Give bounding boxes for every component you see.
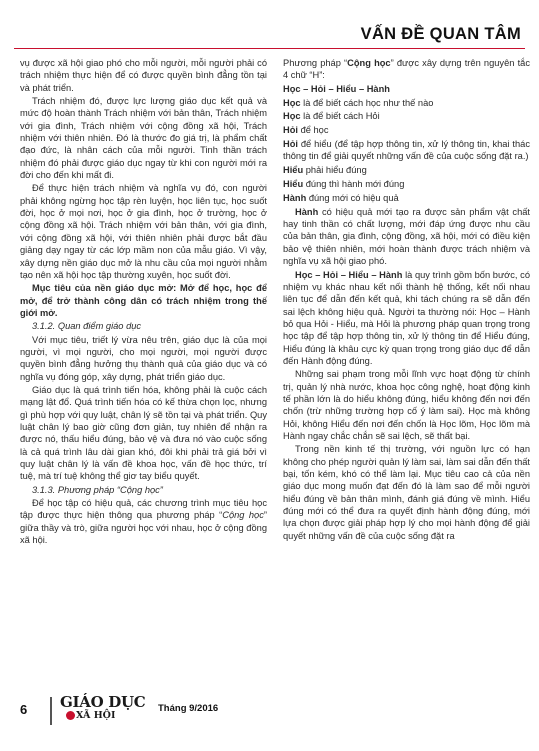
- principle-item: [283, 192, 530, 204]
- principle-item: [283, 138, 530, 163]
- right-column: [283, 57, 530, 543]
- footer-divider: [50, 697, 52, 725]
- left-column: [20, 57, 267, 547]
- paragraph: Những sai phạm trong mỗi lĩnh vực hoạt động từ chính trị, quản lý nhà nước, khoa học công nghệ, hoạt động kinh tế phần lớn là do hiểu không đúng, hiểu không đến nơi đến chốn (trừ những trường hợp cố ý làm sai). Học mà không Hỏi, không Hiểu đến nơi đến chốn là Học lõm, Học lõm mà Hành ngay chắc chắn sẽ sai lệch, sẽ thất bại.: [283, 369, 530, 441]
- keyword: Cộng học: [347, 58, 391, 68]
- paragraph: Với mục tiêu, triết lý vừa nêu trên, giáo dục là của mọi người, vì mọi người, cho mọi người, mọi người được quyền bình đẳng hưởng thụ thành quả của giáo dục và có nghĩa vụ đóng góp, xây dựng, phát triển giáo dục.: [20, 334, 267, 382]
- text-run: Phương pháp “: [283, 58, 348, 68]
- keyword: Hành: [295, 206, 319, 217]
- text-run: là để biết cách Hỏi: [300, 111, 380, 122]
- subsection-heading: 3.1.2. Quan điểm giáo dục: [32, 321, 142, 332]
- text-run: ” được xây dựng trên nguyên tắc 4 chữ “H”:: [283, 58, 530, 81]
- principle-item: [283, 164, 530, 176]
- subsection-heading: 3.1.3. Phương pháp “Cộng học”: [32, 484, 163, 495]
- text-run: để học: [297, 125, 329, 136]
- paragraph: Giáo dục là quá trình tiến hóa, không phải là cuộc cách mạng lật đổ. Quá trình tiến hóa có kế thừa chọn lọc, nhưng gì phù hợp với quy luật, chân lý sẽ tồn tại và phát triển. Quy luật chân lý bao giờ cũng đơn giản, tuy nhiên để nhận ra được nó, thấu hiểu đúng, bảo vệ và đưa nó vào cuộc sống là cả quá trình lâu dài gian khó, đôi khi phải trả giá bởi vì quy luật chân lý là vấn đề khoa học, vấn đề học thức, trí tuệ, mà trí tuệ không thể giơ tay biểu quyết.: [20, 384, 267, 482]
- principle-item: [283, 178, 530, 190]
- keyword: Học – Hỏi – Hiểu – Hành: [295, 269, 403, 280]
- magazine-logo: [60, 693, 150, 729]
- issue-date: Tháng 9/2016: [158, 703, 219, 714]
- logo-mark-icon: [66, 711, 75, 720]
- paragraph: Trách nhiệm đó, được lực lượng giáo dục kết quả và mức độ hoàn thành Trách nhiệm với bản thân, Trách nhiệm với gia đình, Trách nhiệm với cộng đồng xã hội, Trách nhiệm với thiên nhiên. Đó là thước đo giá trị, là phẩm chất đạo đức, là nhân cách của mỗi người. Tinh thần trách nhiệm đó phải được giáo dục ngay từ khi con người mới ra đời cho đến khi mất đi.: [20, 96, 267, 181]
- paragraph: vụ được xã hội giao phó cho mỗi người, mỗi người phải có trách nhiệm thực hiện để có được quyền bình đẳng tồn tại và phát triển.: [20, 58, 267, 93]
- principle-item: [283, 110, 530, 122]
- keyword: Hỏi: [283, 125, 298, 136]
- keyword: Hiểu: [283, 179, 304, 190]
- paragraph: [283, 57, 530, 82]
- goal-statement: Mục tiêu của nền giáo dục mở: Mở để học, học để mở, để trở thành công dân có trách nhiệm trong thế giới mở.: [20, 283, 267, 318]
- keyword: Hỏi: [283, 139, 298, 150]
- paragraph: [20, 497, 267, 546]
- page-number: 6: [20, 702, 28, 717]
- principle-item: [283, 124, 530, 136]
- paragraph: [283, 269, 530, 368]
- section-title: VẤN ĐỀ QUAN TÂM: [360, 25, 521, 43]
- principle-item: [283, 97, 530, 109]
- text-run: là để biết cách học như thế nào: [300, 97, 434, 108]
- keyword: Học: [283, 111, 301, 122]
- paragraph: [283, 206, 530, 268]
- text-run: đúng thì hành mới đúng: [303, 179, 405, 190]
- section-header: [14, 24, 525, 49]
- paragraph: Trong nền kinh tế thị trường, với nguồn lực có hạn không cho phép người quản lý làm sai, làm sai dẫn đến thất bại, tốn kém, khó có thể làm lại. Mục tiêu cao cả của nền giáo dục mong muốn đạt đến đó là làm sao để mỗi người hiểu đúng về bản thân mình, đánh giá đúng về mình. Hiểu đúng mới có thể đưa ra quyết định hành động đúng, mới lựa chọn được giải pháp hợp lý cho mọi hành động để giải quyết những vấn đề của cuộc sống đặt ra: [283, 444, 530, 541]
- keyword: Học: [283, 97, 301, 108]
- page-footer: [20, 695, 320, 731]
- keyword: Hành: [283, 192, 307, 203]
- logo-subtitle: XÃ HỘI: [76, 710, 116, 721]
- emphasis-text: Cộng học: [222, 510, 264, 521]
- text-run: là quy trình gồm bốn bước, có nhiệm vụ khác nhau kết nối thành hệ thống, kết nối nhau liên tục để dẫn đến kết quả, khi tách chúng ra sẽ dẫn đến sai lệch không hiệu quả. Người ta thường nói: Học – Hành bỏ qua Hỏi - Hiểu, mà Hỏi là phương pháp quan trọng trong học tập để tập hợp thông tin, xử lý thông tin để Hiểu đúng, Hiểu đúng là khâu cực kỳ quan trọng trong giáo dục để dẫn đến Hành động đúng.: [283, 269, 530, 366]
- text-run: có hiệu quả mới tạo ra được sản phẩm vật chất hay tinh thần có chất lượng, mới đáp ứng được nhu cầu của bản thân, gia đình, cộng đồng, xã hội, mới có điều kiện bảo vệ thiên nhiên, mới hoàn thành được trách nhiệm và nghĩa vụ xã hội giao phó.: [283, 206, 530, 267]
- text-run: ” giữa thầy và trò, giữa người học với nhau, học ở cộng đồng xã hội.: [20, 510, 267, 546]
- logo-title: GIÁO DỤC: [60, 693, 146, 711]
- paragraph: Để thực hiện trách nhiệm và nghĩa vụ đó, con người phải không ngừng học tập rèn luyện, học liên tục, học suốt đời, học ở mọi nơi, học ở gia đình, học ở trường, học ở cộng đồng xã hội. Trách nhiệm với bản thân, với gia đình, với cộng đồng xã hội, với thiên nhiên phải được bắt đầu giảng dạy ngay từ các lớp mầm non của mẫu giáo. Vì vậy, xây dựng nền giáo dục mở là nhu cầu của mọi người nhằm tạo nên xã hội học tập thường xuyên, học suốt đời.: [20, 183, 267, 280]
- principle-heading: Học – Hỏi – Hiểu – Hành: [283, 83, 390, 94]
- text-run: đúng mới có hiệu quả: [306, 192, 399, 203]
- keyword: Hiểu: [283, 165, 304, 176]
- text-run: Để học tập có hiệu quả, các chương trình mục tiêu học tập được thực hiện thông qua phương pháp “: [20, 498, 267, 521]
- text-run: phải hiểu đúng: [303, 165, 367, 176]
- text-run: để hiểu (để tập hợp thông tin, xử lý thông tin, khai thác thông tin để giải quyết những vấn đề của cuộc sống đặt ra.): [283, 139, 530, 162]
